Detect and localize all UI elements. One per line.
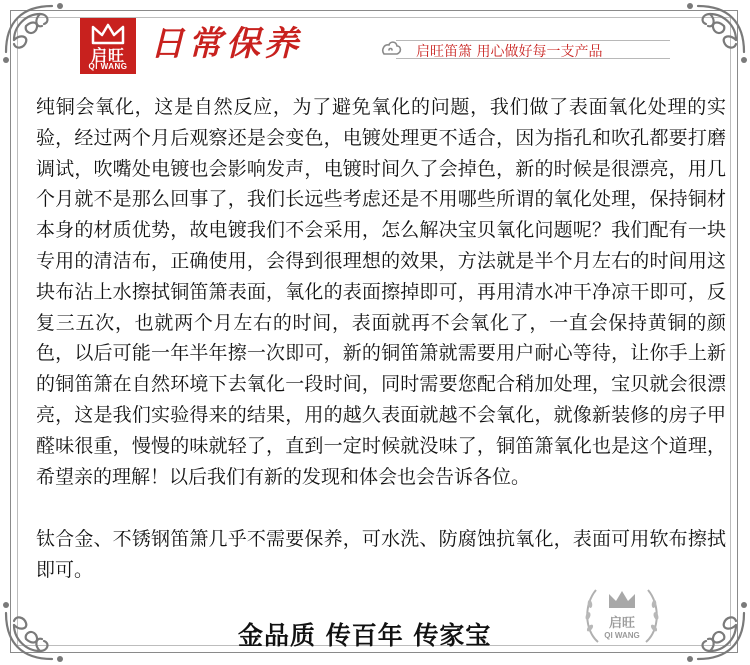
- care-instructions-body: [36, 92, 726, 586]
- brand-seal-watermark: [578, 580, 666, 650]
- logo-chinese-name: 启旺: [90, 46, 125, 65]
- corner-ornament-icon: [680, 0, 750, 70]
- header-slogan-banner: [380, 32, 680, 64]
- footer-slogan: 金品质 传百年 传家宝: [238, 621, 492, 650]
- brand-logo: [80, 18, 136, 74]
- cloud-swirl-icon: [380, 38, 402, 60]
- logo-english-name: QI WANG: [88, 62, 128, 71]
- paragraph-copper-care: 纯铜会氧化，这是自然反应，为了避免氧化的问题，我们做了表面氧化处理的实验，经过两个月后观察还是会变色，电镀处理更不适合，因为指孔和吹孔都要打磨调试，吹嘴处电镀也会影响发声，电镀时间久了会掉色，新的时候是很漂亮，用几个月就不是那么回事了，我们长远些考虑还是不用哪些所谓的氧化处理，保持铜材本身的材质优势，故电镀我们不会采用，怎么解决宝贝氧化问题呢？我们配有一块专用的清洁布，正确使用，会得到很理想的效果，方法就是半个月左右的时间用这块布沾上水擦拭铜笛箫表面，氧化的表面擦掉即可，再用清水冲干净凉干即可，反复三五次，也就两个月左右的时间，表面就再不会氧化了，一直会保持黄铜的颜色，以后可能一年半年擦一次即可，新的铜笛箫就需要用户耐心等待，让你手上新的铜笛箫在自然环境下去氧化一段时间，同时需要您配合稍加处理，宝贝就会很漂亮，这是我们实验得来的结果，用的越久表面就越不会氧化，就像新装修的房子甲醛味很重，慢慢的味就轻了，直到一定时候就没味了，铜笛箫氧化也是这个道理，希望亲的理解！以后我们有新的发现和体会也会告诉各位。: [36, 96, 726, 488]
- corner-ornament-icon: [0, 0, 70, 70]
- header-slogan: 启旺笛箫 用心做好每一支产品: [416, 44, 603, 60]
- seal-english-name: QI WANG: [604, 631, 640, 640]
- seal-chinese-name: 启旺: [608, 616, 635, 631]
- page-title: 日常保养: [150, 24, 302, 64]
- crown-icon: [91, 23, 125, 45]
- paragraph-titanium-care: 钛合金、不锈钢笛箫几乎不需要保养，可水洗、防腐蚀抗氧化，表面可用软布擦拭即可。: [36, 528, 726, 582]
- corner-ornament-icon: [0, 595, 70, 665]
- corner-ornament-icon: [680, 595, 750, 665]
